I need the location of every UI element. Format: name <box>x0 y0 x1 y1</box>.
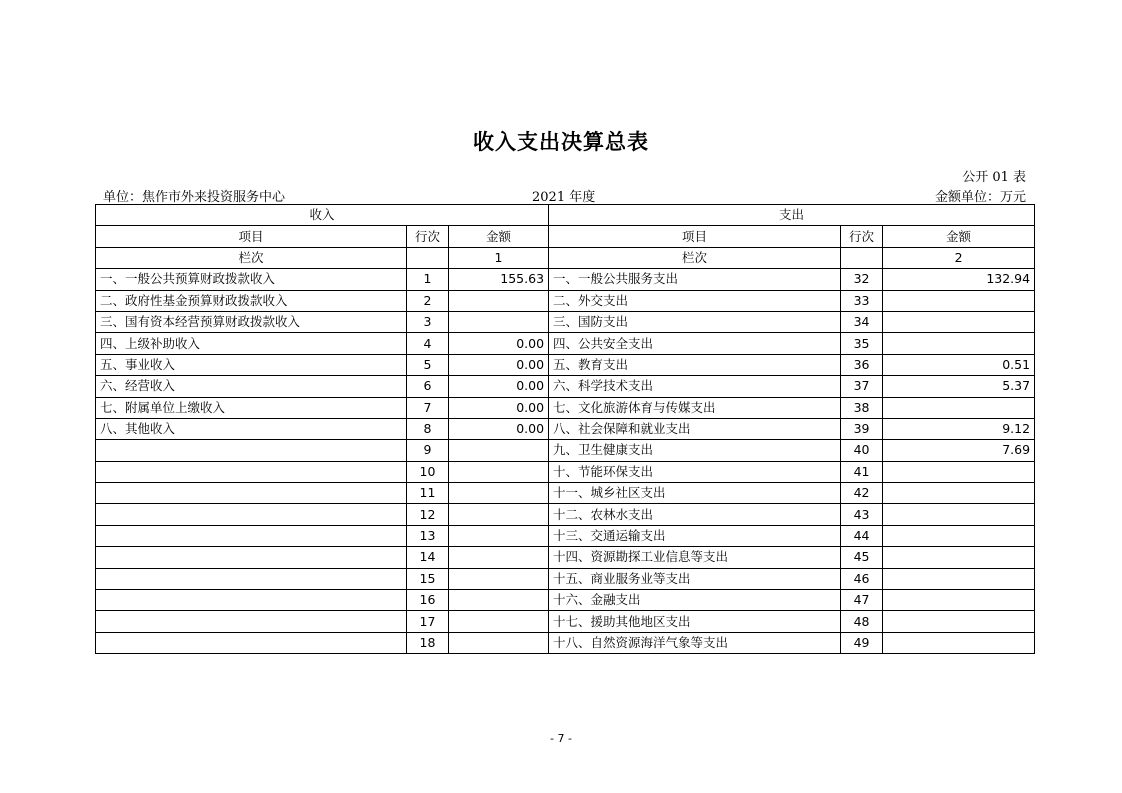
income-amount-cell <box>449 504 549 525</box>
expense-amount-header: 金额 <box>883 226 1035 247</box>
expense-item-cell: 十一、城乡社区支出 <box>549 483 841 504</box>
table-row <box>96 418 1035 439</box>
income-amount-cell: 0.00 <box>449 397 549 418</box>
income-row-no-cell: 16 <box>407 590 449 611</box>
table-row <box>96 333 1035 354</box>
income-amount-cell: 0.00 <box>449 376 549 397</box>
income-col-label: 栏次 <box>96 247 407 268</box>
expense-item-cell: 四、公共安全支出 <box>549 333 841 354</box>
expense-row-no-cell: 49 <box>841 632 883 653</box>
expense-col-blank <box>841 247 883 268</box>
expense-row-no-cell: 34 <box>841 311 883 332</box>
expense-row-no-cell: 48 <box>841 611 883 632</box>
income-row-no-cell: 4 <box>407 333 449 354</box>
income-row-no-cell: 11 <box>407 483 449 504</box>
income-amount-cell <box>449 483 549 504</box>
table-row <box>96 611 1035 632</box>
expense-amount-cell <box>883 632 1035 653</box>
income-row-no-cell: 5 <box>407 354 449 375</box>
table-row <box>96 483 1035 504</box>
expense-row-no-cell: 42 <box>841 483 883 504</box>
expense-amount-cell <box>883 290 1035 311</box>
column-number-row <box>96 247 1035 268</box>
income-row-no-cell: 8 <box>407 418 449 439</box>
income-row-no-cell: 9 <box>407 440 449 461</box>
income-row-no-cell: 1 <box>407 269 449 290</box>
income-col-blank <box>407 247 449 268</box>
income-amount-cell: 0.00 <box>449 354 549 375</box>
year-label: 2021 年度 <box>532 190 596 205</box>
expense-item-cell: 十六、金融支出 <box>549 590 841 611</box>
income-amount-cell: 0.00 <box>449 418 549 439</box>
income-row-no-cell: 2 <box>407 290 449 311</box>
income-amount-cell: 0.00 <box>449 333 549 354</box>
income-row-no-cell: 17 <box>407 611 449 632</box>
income-row-no-cell: 10 <box>407 461 449 482</box>
income-amount-cell <box>449 632 549 653</box>
income-item-cell <box>96 525 407 546</box>
expense-col-number: 2 <box>883 247 1035 268</box>
expense-row-no-cell: 32 <box>841 269 883 290</box>
form-number: 公开 01 表 <box>962 170 1026 185</box>
table-row <box>96 311 1035 332</box>
expense-row-no-header: 行次 <box>841 226 883 247</box>
table-row <box>96 547 1035 568</box>
income-item-cell <box>96 547 407 568</box>
table-row <box>96 525 1035 546</box>
income-item-cell: 三、国有资本经营预算财政拨款收入 <box>96 311 407 332</box>
income-item-cell: 八、其他收入 <box>96 418 407 439</box>
expense-item-cell: 十四、资源勘探工业信息等支出 <box>549 547 841 568</box>
table-row <box>96 590 1035 611</box>
income-row-no-header: 行次 <box>407 226 449 247</box>
column-header-row <box>96 226 1035 247</box>
expense-item-cell: 十三、交通运输支出 <box>549 525 841 546</box>
expense-amount-cell: 132.94 <box>883 269 1035 290</box>
income-item-cell <box>96 504 407 525</box>
expense-col-label: 栏次 <box>549 247 841 268</box>
income-amount-cell <box>449 611 549 632</box>
expense-row-no-cell: 33 <box>841 290 883 311</box>
income-item-cell: 二、政府性基金预算财政拨款收入 <box>96 290 407 311</box>
expense-item-cell: 九、卫生健康支出 <box>549 440 841 461</box>
income-item-cell <box>96 632 407 653</box>
income-item-cell <box>96 590 407 611</box>
expense-amount-cell: 7.69 <box>883 440 1035 461</box>
table-row <box>96 568 1035 589</box>
income-row-no-cell: 12 <box>407 504 449 525</box>
income-item-header: 项目 <box>96 226 407 247</box>
expense-amount-cell <box>883 333 1035 354</box>
income-amount-cell <box>449 590 549 611</box>
expense-row-no-cell: 35 <box>841 333 883 354</box>
expense-item-cell: 六、科学技术支出 <box>549 376 841 397</box>
income-row-no-cell: 13 <box>407 525 449 546</box>
expense-amount-cell <box>883 547 1035 568</box>
expense-row-no-cell: 36 <box>841 354 883 375</box>
section-header-row <box>96 205 1035 226</box>
expense-amount-cell: 5.37 <box>883 376 1035 397</box>
expense-item-cell: 十八、自然资源海洋气象等支出 <box>549 632 841 653</box>
income-amount-cell: 155.63 <box>449 269 549 290</box>
expense-item-cell: 七、文化旅游体育与传媒支出 <box>549 397 841 418</box>
expense-amount-cell <box>883 590 1035 611</box>
expense-row-no-cell: 38 <box>841 397 883 418</box>
income-row-no-cell: 14 <box>407 547 449 568</box>
expense-row-no-cell: 47 <box>841 590 883 611</box>
expense-amount-cell <box>883 461 1035 482</box>
expense-item-cell: 十、节能环保支出 <box>549 461 841 482</box>
income-item-cell: 六、经营收入 <box>96 376 407 397</box>
income-amount-header: 金额 <box>449 226 549 247</box>
expense-item-header: 项目 <box>549 226 841 247</box>
income-item-cell: 一、一般公共预算财政拨款收入 <box>96 269 407 290</box>
income-row-no-cell: 3 <box>407 311 449 332</box>
expense-item-cell: 二、外交支出 <box>549 290 841 311</box>
income-row-no-cell: 15 <box>407 568 449 589</box>
expense-item-cell: 三、国防支出 <box>549 311 841 332</box>
expense-amount-cell <box>883 483 1035 504</box>
money-unit-label: 金额单位：万元 <box>934 190 1026 205</box>
unit-label: 单位：焦作市外来投资服务中心 <box>103 190 286 205</box>
table-row <box>96 504 1035 525</box>
expense-amount-cell <box>883 525 1035 546</box>
expense-header: 支出 <box>549 205 1035 226</box>
table-row <box>96 397 1035 418</box>
income-item-cell <box>96 568 407 589</box>
expense-item-cell: 八、社会保障和就业支出 <box>549 418 841 439</box>
expense-amount-cell: 9.12 <box>883 418 1035 439</box>
expense-row-no-cell: 40 <box>841 440 883 461</box>
income-item-cell: 七、附属单位上缴收入 <box>96 397 407 418</box>
expense-row-no-cell: 41 <box>841 461 883 482</box>
table-row <box>96 461 1035 482</box>
expense-row-no-cell: 39 <box>841 418 883 439</box>
expense-row-no-cell: 44 <box>841 525 883 546</box>
expense-item-cell: 十七、援助其他地区支出 <box>549 611 841 632</box>
income-item-cell <box>96 461 407 482</box>
expense-amount-cell: 0.51 <box>883 354 1035 375</box>
income-row-no-cell: 7 <box>407 397 449 418</box>
income-row-no-cell: 6 <box>407 376 449 397</box>
expense-amount-cell <box>883 397 1035 418</box>
page-title: 收入支出决算总表 <box>473 130 649 154</box>
table-row <box>96 290 1035 311</box>
expense-row-no-cell: 46 <box>841 568 883 589</box>
expense-item-cell: 十二、农林水支出 <box>549 504 841 525</box>
table-row <box>96 354 1035 375</box>
income-expense-table <box>95 204 1035 654</box>
income-amount-cell <box>449 568 549 589</box>
table-row <box>96 632 1035 653</box>
expense-amount-cell <box>883 311 1035 332</box>
expense-amount-cell <box>883 504 1035 525</box>
page-number: - 7 - <box>550 732 572 745</box>
expense-row-no-cell: 37 <box>841 376 883 397</box>
table-row <box>96 376 1035 397</box>
income-amount-cell <box>449 440 549 461</box>
income-amount-cell <box>449 547 549 568</box>
expense-amount-cell <box>883 568 1035 589</box>
expense-item-cell: 十五、商业服务业等支出 <box>549 568 841 589</box>
expense-row-no-cell: 43 <box>841 504 883 525</box>
expense-item-cell: 一、一般公共服务支出 <box>549 269 841 290</box>
income-item-cell <box>96 483 407 504</box>
income-item-cell <box>96 440 407 461</box>
income-item-cell: 五、事业收入 <box>96 354 407 375</box>
income-amount-cell <box>449 461 549 482</box>
income-row-no-cell: 18 <box>407 632 449 653</box>
income-amount-cell <box>449 311 549 332</box>
expense-amount-cell <box>883 611 1035 632</box>
income-amount-cell <box>449 525 549 546</box>
income-col-number: 1 <box>449 247 549 268</box>
table-row <box>96 440 1035 461</box>
expense-row-no-cell: 45 <box>841 547 883 568</box>
expense-item-cell: 五、教育支出 <box>549 354 841 375</box>
income-amount-cell <box>449 290 549 311</box>
income-header: 收入 <box>96 205 549 226</box>
income-item-cell: 四、上级补助收入 <box>96 333 407 354</box>
table-row <box>96 269 1035 290</box>
income-item-cell <box>96 611 407 632</box>
